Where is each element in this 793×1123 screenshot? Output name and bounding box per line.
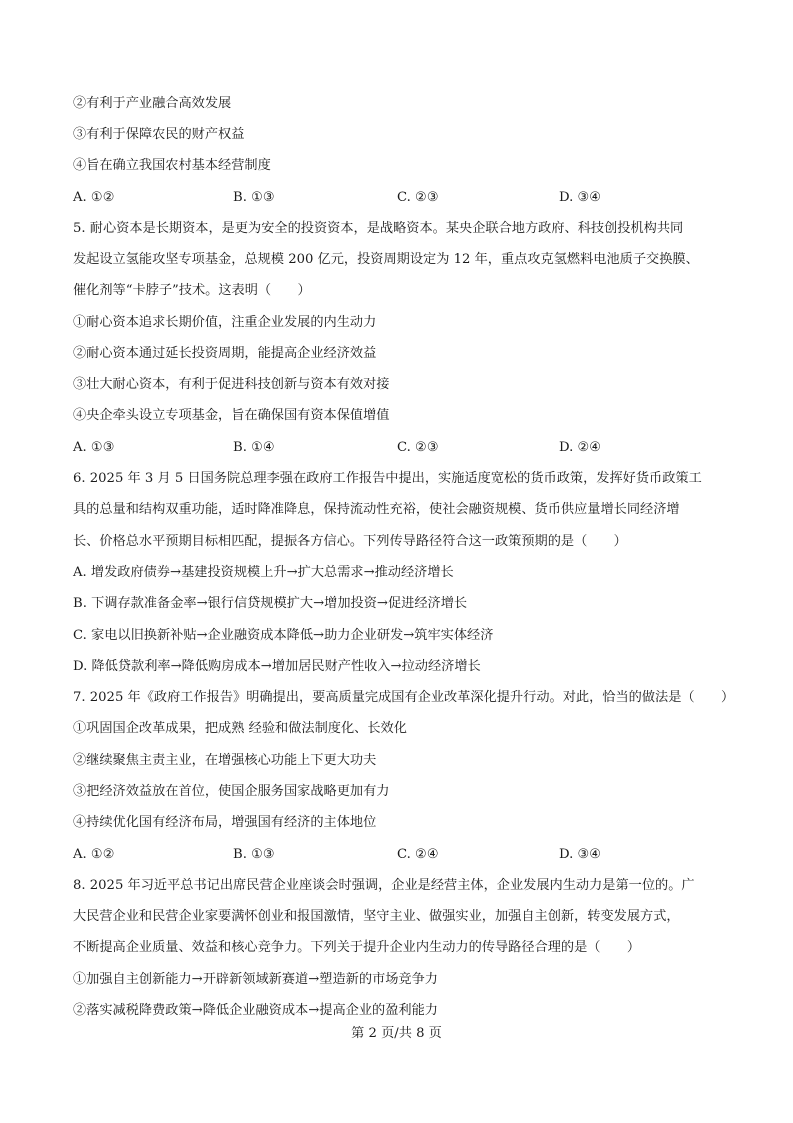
q4-item-4: ④旨在确立我国农村基本经营制度 xyxy=(73,158,271,173)
page-footer: 第 2 页/共 8 页 xyxy=(351,1026,442,1041)
q7-item-3: ③把经济效益放在首位，使国企服务国家战略更加有力 xyxy=(73,784,390,799)
q7-option-b: B. ①③ xyxy=(233,847,275,862)
q4-options xyxy=(73,189,723,207)
q8-stem-line: 8. 2025 年习近平总书记出席民营企业座谈会时强调，企业是经营主体，企业发展内生动力是第一位的。广 xyxy=(73,878,695,893)
q7-option-c: C. ②④ xyxy=(397,847,439,862)
q5-item-3: ③壮大耐心资本，有利于促进科技创新与资本有效对接 xyxy=(73,377,390,392)
q4-item-3: ③有利于保障农民的财产权益 xyxy=(73,127,245,142)
q7-stem-line: 7. 2025 年《政府工作报告》明确提出，要高质量完成国有企业改革深化提升行动。对此，恰当的做法是（ ） xyxy=(73,690,735,705)
q5-stem-line: 5. 耐心资本是长期资本，是更为安全的投资资本，是战略资本。某央企联合地方政府、科技创投机构共同 xyxy=(73,221,684,236)
q5-stem-line: 催化剂等“卡脖子”技术。这表明（ ） xyxy=(73,283,311,298)
q7-item-2: ②继续聚焦主责主业，在增强核心功能上下更大功夫 xyxy=(73,753,377,768)
q7-option-a: A. ①② xyxy=(73,847,115,862)
q5-item-4: ④央企牵头设立专项基金，旨在确保国有资本保值增值 xyxy=(73,408,390,423)
q7-item-1: ①巩固国企改革成果，把成熟 经验和做法制度化、长效化 xyxy=(73,721,407,736)
q5-item-1: ①耐心资本追求长期价值，注重企业发展的内生动力 xyxy=(73,315,377,330)
q4-option-c: C. ②③ xyxy=(397,190,439,205)
q5-option-b: B. ①④ xyxy=(233,440,275,455)
q4-item-2: ②有利于产业融合高效发展 xyxy=(73,96,232,111)
q6-stem-line: 6. 2025 年 3 月 5 日国务院总理李强在政府工作报告中提出，实施适度宽松的货币政策，发挥好货币政策工 xyxy=(73,471,702,486)
q5-option-d: D. ②④ xyxy=(559,440,602,455)
q6-option-d: D. 降低贷款利率→降低购房成本→增加居民财产性收入→拉动经济增长 xyxy=(73,659,481,674)
q7-item-4: ④持续优化国有经济布局，增强国有经济的主体地位 xyxy=(73,815,377,830)
q4-option-a: A. ①② xyxy=(73,190,115,205)
q5-option-a: A. ①③ xyxy=(73,440,115,455)
q8-stem-line: 大民营企业和民营企业家要满怀创业和报国激情，坚守主业、做强实业，加强自主创新，转变发展方式， xyxy=(73,909,680,924)
q6-stem-line: 具的总量和结构双重功能，适时降准降息，保持流动性充裕，使社会融资规模、货币供应量增长同经济增 xyxy=(73,502,680,517)
q8-item-2: ②落实减税降费政策→降低企业融资成本→提高企业的盈利能力 xyxy=(73,1003,438,1018)
q5-option-c: C. ②③ xyxy=(397,440,439,455)
q6-option-b: B. 下调存款准备金率→银行信贷规模扩大→增加投资→促进经济增长 xyxy=(73,596,468,611)
q8-stem-line: 不断提高企业质量、效益和核心竞争力。下列关于提升企业内生动力的传导路径合理的是（ ） xyxy=(73,940,641,955)
q8-item-1: ①加强自主创新能力→开辟新领域新赛道→塑造新的市场竞争力 xyxy=(73,972,438,987)
q7-options xyxy=(73,846,723,864)
q6-stem-line: 长、价格总水平预期目标相匹配，提振各方信心。下列传导路径符合这一政策预期的是（ ） xyxy=(73,534,627,549)
q6-option-a: A. 增发政府债券→基建投资规模上升→扩大总需求→推动经济增长 xyxy=(73,565,454,580)
q4-option-b: B. ①③ xyxy=(233,190,275,205)
q4-option-d: D. ③④ xyxy=(559,190,602,205)
q7-option-d: D. ③④ xyxy=(559,847,602,862)
q5-stem-line: 发起设立氢能攻坚专项基金，总规模 200 亿元，投资周期设定为 12 年，重点攻克氢燃料电池质子交换膜、 xyxy=(73,252,699,267)
q5-item-2: ②耐心资本通过延长投资周期，能提高企业经济效益 xyxy=(73,346,377,361)
q5-options xyxy=(73,439,723,457)
q6-option-c: C. 家电以旧换新补贴→企业融资成本降低→助力企业研发→筑牢实体经济 xyxy=(73,628,494,643)
